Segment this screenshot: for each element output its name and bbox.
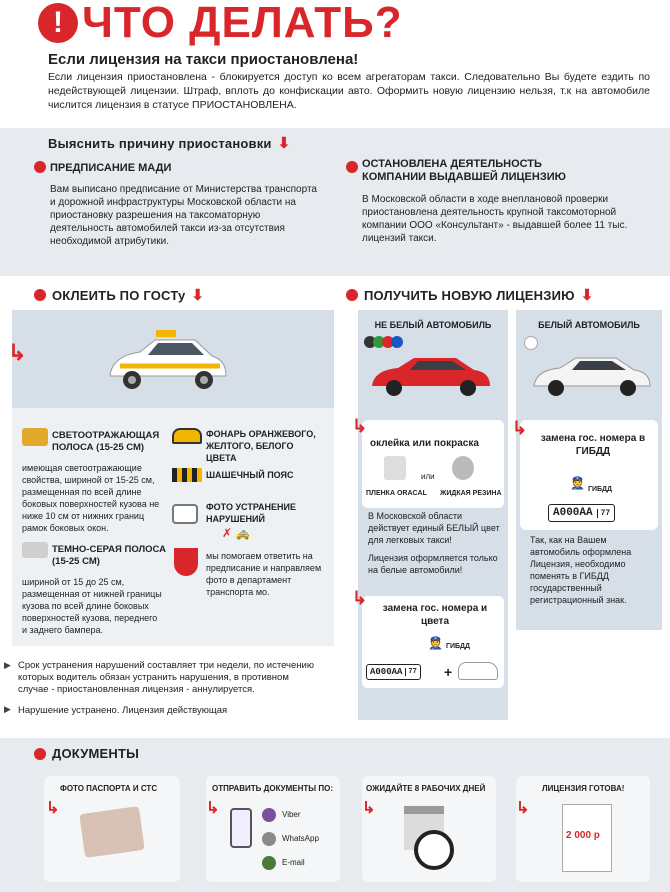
taxi-car-image — [100, 326, 230, 398]
step4-label: ЛИЦЕНЗИЯ ГОТОВА! — [542, 784, 625, 793]
license-plate: А000АА 77 — [548, 504, 615, 522]
company-title-1: ОСТАНОВЛЕНА ДЕЯТЕЛЬНОСТЬ — [362, 158, 542, 170]
grey-text: шириной от 15 до 25 см, размещенная от нижней границы кузова по всей длине боковых поверхностей кузова, переднего и заднего бампера. — [22, 577, 162, 635]
bullet-icon — [34, 161, 46, 173]
phone-icon — [230, 808, 252, 848]
step2-label: ОТПРАВИТЬ ДОКУМЕНТЫ ПО: — [212, 784, 333, 793]
bent-arrow-icon: ↳ — [512, 418, 528, 438]
step1-label: ФОТО ПАСПОРТА И СТС — [60, 784, 158, 793]
intro-text: Если лицензия приостановлена - блокируется доступ ко всем агрегаторам такси. Следовательно Вы будете ездить по недействующей лицензии. Штраф, вплоть до конфискации авто. Оформить новую лицензию нельзя, т.к на автомобиле числится лицензия в статусе ПРИОСТАНОВЛЕНА. — [48, 71, 650, 111]
grey-tape-icon — [22, 542, 48, 558]
checker-icon — [172, 468, 202, 482]
bent-arrow-icon: ↳ — [352, 416, 368, 436]
deadline-note: Срок устранения нарушений составляет три недели, по истечению которых водитель обязан устранить нарушения, в противном случае - приостановленная лицензия - аннулируется. — [18, 660, 314, 695]
company-title-2: КОМПАНИИ ВЫДАВШЕЙ ЛИЦЕНЗИЮ — [362, 171, 566, 183]
arrow-down-icon: ⬇ — [191, 287, 205, 304]
warning-icon: ! — [38, 3, 78, 43]
film-label: ПЛЕНКА ORACAL — [366, 490, 427, 497]
newlic-heading: ПОЛУЧИТЬ НОВУЮ ЛИЦЕНЗИЮ ⬇ — [346, 286, 594, 304]
lamp-icon — [172, 428, 202, 444]
passport-photo-icon — [79, 806, 145, 858]
bullet-icon — [34, 748, 46, 760]
emblem-icon — [174, 548, 198, 576]
white-title: БЕЛЫЙ АВТОМОБИЛЬ — [538, 320, 640, 330]
grey-title: ТЕМНО-СЕРАЯ ПОЛОСА (15-25 СМ) — [52, 544, 167, 567]
docs-heading: ДОКУМЕНТЫ — [34, 746, 139, 761]
lamp-title: ФОНАРЬ ОРАНЖЕВОГО, ЖЕЛТОГО, БЕЛОГО ЦВЕТА — [206, 429, 316, 463]
bullet-icon — [346, 289, 358, 301]
triangle-icon: ▶ — [4, 660, 11, 670]
reflective-text: имеющая светоотражающие свойства, шириной от 15-25 см, размещенная по всей длине боковых поверхностей кузова не ниже 10 см от нижних границ рамок боковых окон. — [22, 463, 160, 533]
resolved-note: Нарушение устранено. Лицензия действующая — [18, 705, 228, 716]
bent-arrow-icon: ↳ — [516, 800, 530, 817]
bullet-icon — [346, 161, 358, 173]
wrap-title: оклейка или покраска — [370, 438, 479, 449]
white-swatch — [524, 336, 538, 350]
color-swatches — [364, 336, 403, 348]
gibdd-label: ГИБДД — [446, 643, 471, 650]
clock-icon — [414, 830, 454, 870]
rubber-label: ЖИДКАЯ РЕЗИНА — [440, 490, 502, 497]
whatsapp-label: WhatsApp — [282, 834, 319, 843]
company-text: В Московской области в ходе внеплановой проверки приостановлена деятельность крупной таксомоторной компании ООО «Консультант» - выдавшей более 11 тыс. лицензий такси. — [362, 194, 628, 244]
madi-title: ПРЕДПИСАНИЕ МАДИ — [50, 162, 172, 174]
bullet-icon — [34, 289, 46, 301]
reason-heading: Выяснить причину приостановки ⬇ — [48, 135, 291, 152]
white-car-image — [528, 350, 654, 402]
bent-arrow-icon: ↳ — [362, 800, 376, 817]
white-replace-title: замена гос. номера в ГИБДД — [540, 433, 646, 457]
car-icon: ✗ 🚕 — [222, 526, 251, 540]
reflective-tape-icon — [22, 428, 48, 446]
email-icon — [262, 856, 276, 870]
bent-arrow-icon: ↳ — [46, 800, 60, 817]
page-title: ЧТО ДЕЛАТЬ? — [82, 0, 403, 47]
officer-icon: 👮 — [428, 636, 443, 650]
reflective-title: СВЕТООТРАЖАЮЩАЯ ПОЛОСА (15-25 СМ) — [52, 430, 160, 453]
license-plate: А000АА 77 — [366, 664, 421, 680]
arrow-down-icon: ⬇ — [580, 287, 594, 304]
gost-heading: ОКЛЕИТЬ ПО ГОСТу ⬇ — [34, 286, 204, 304]
plus-sign: + — [444, 664, 453, 680]
white-text: Так, как на Вашем автомобиль оформлена Лицензия, необходимо поменять в ГИБДД государственный регистрационный знак. — [530, 535, 632, 605]
madi-text: Вам выписано предписание от Министерства транспорта и дорожной инфраструктуры Московской области на приостановку разрешения на таксоматорную деятельность автомобилей такси из-за отсутствия необходимой атрибутики. — [50, 184, 317, 247]
bent-arrow-icon: ↳ — [206, 800, 220, 817]
red-car-image — [366, 350, 496, 400]
photo-icon — [172, 504, 198, 524]
step3-label: ОЖИДАЙТЕ 8 РАБОЧИХ ДНЕЙ — [366, 784, 486, 793]
price-label: 2 000 р — [566, 830, 600, 841]
license-white-text: Лицензия оформляется только на белые автомобили! — [368, 553, 498, 575]
film-icon — [384, 456, 406, 480]
whatsapp-icon — [262, 832, 276, 846]
bent-arrow-icon: ↳ — [352, 588, 368, 608]
white-color-text: В Московской области действует единый БЕЛЫЙ цвет для легковых такси! — [368, 511, 500, 545]
photo-title: ФОТО УСТРАНЕНИЕ НАРУШЕНИЙ — [206, 502, 297, 524]
officer-icon: 👮 — [570, 476, 585, 490]
viber-icon — [262, 808, 276, 822]
help-text: мы помогаем ответить на предписание и направляем фото в департамент транспорта мо. — [206, 551, 322, 597]
or-label: или — [421, 472, 435, 481]
checker-title: ШАШЕЧНЫЙ ПОЯС — [206, 470, 294, 480]
triangle-icon: ▶ — [4, 704, 11, 714]
gibdd-label: ГИБДД — [588, 486, 613, 493]
replace-title: замена гос. номера и цвета — [382, 603, 488, 627]
white-car-small-image — [458, 662, 498, 680]
arrow-down-icon: ⬇ — [277, 135, 291, 152]
email-label: E-mail — [282, 858, 305, 867]
nonwhite-title: НЕ БЕЛЫЙ АВТОМОБИЛЬ — [374, 320, 492, 330]
spray-icon — [452, 456, 474, 480]
viber-label: Viber — [282, 810, 301, 819]
bent-arrow-icon: ↳ — [8, 340, 27, 365]
page-subtitle: Если лицензия на такси приостановлена! — [48, 51, 359, 68]
